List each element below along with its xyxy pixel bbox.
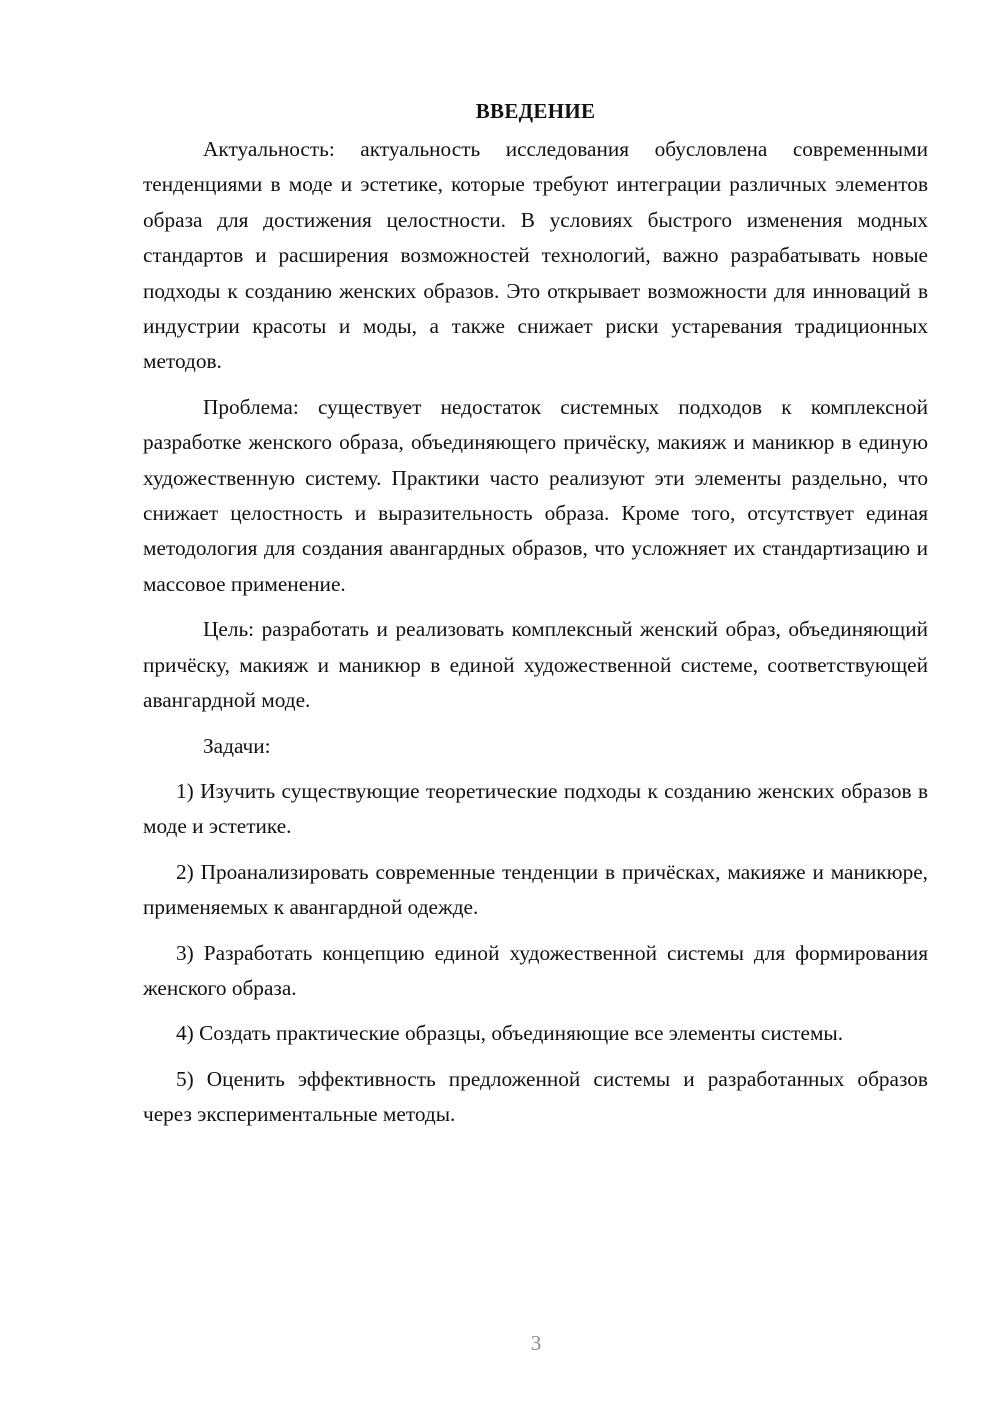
task-item: 3) Разработать концепцию единой художественной системы для формирования женского образа.: [143, 940, 928, 1000]
task-item: 2) Проанализировать современные тенденции в причёсках, макияже и маникюре, применяемых к авангардной одежде.: [143, 859, 928, 920]
tasks-list: [143, 774, 928, 1133]
task-item: 4) Создать практические образцы, объединяющие все элементы системы.: [176, 1021, 844, 1046]
task-item: 1) Изучить существующие теоретические подходы к созданию женских образов в моде и эстетике.: [143, 778, 928, 839]
section-title: ВВЕДЕНИЕ: [475, 99, 596, 123]
paragraph-relevance: Актуальность: актуальность исследования обусловлена современными тенденциями в моде и эстетике, которые требуют интеграции различных элементов образа для достижения целостности. В условиях быстрого изменения модных стандартов и расширения возможностей технологий, важно разрабатывать новые подходы к созданию женских образов. Это открывает возможности для инноваций в индустрии красоты и моды, а также снижает риски устаревания традиционных методов.: [143, 137, 928, 374]
document-page: [143, 96, 928, 1143]
task-item: 5) Оценить эффективность предложенной системы и разработанных образов через экспериментальные методы.: [143, 1066, 928, 1127]
paragraph-problem: Проблема: существует недостаток системных подходов к комплексной разработке женского образа, объединяющего причёску, макияж и маникюр в единую художественную систему. Практики часто реализуют эти элементы раздельно, что снижает целостность и выразительность образа. Кроме того, отсутствует единая методология для создания авангардных образов, что усложняет их стандартизацию и массовое применение.: [143, 394, 928, 596]
tasks-heading: Задачи:: [203, 733, 271, 758]
page-number: 3: [530, 1331, 542, 1355]
paragraph-goal: Цель: разработать и реализовать комплексный женский образ, объединяющий причёску, макияж и маникюр в единой художественной системе, соответствующей авангардной моде.: [143, 617, 928, 713]
